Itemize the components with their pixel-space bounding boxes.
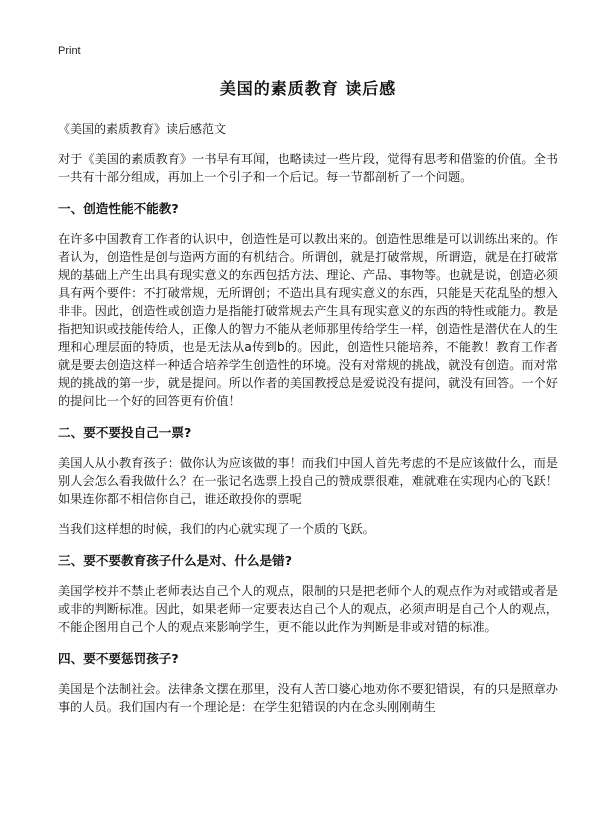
section bbox=[58, 552, 558, 636]
section-heading: 四、要不要惩罚孩子? bbox=[58, 651, 179, 666]
section-paragraph: 美国是个法制社会。法律条文摆在那里，没有人苦口婆心地劝你不要犯错误，有的只是照章办事的人员。我们国内有一个理论是：在学生犯错误的内在念头刚刚萌生 bbox=[58, 682, 558, 714]
document-subtitle: 《美国的素质教育》读后感范文 bbox=[58, 122, 227, 136]
sections-container bbox=[58, 200, 558, 716]
document-title: 美国的素质教育 读后感 bbox=[219, 79, 397, 98]
section-paragraph: 美国人从小教育孩子：做你认为应该做的事！而我们中国人首先考虑的不是应该做什么，而是别人会怎么看我做什么？在一张记名选票上投自己的赞成票很难，难就难在实现内心的飞跃！如果连你都不相信你自己，谁还敢投你的票呢 bbox=[58, 456, 558, 506]
section-heading: 一、创造性能不能教? bbox=[58, 201, 179, 216]
section-paragraph: 在许多中国教育工作者的认识中，创造性是可以教出来的。创造性思维是可以训练出来的。作者认为，创造性是创与造两方面的有机结合。所谓创，就是打破常规，所谓造，就是在打破常规的基础上产生出具有现实意义的东西包括方法、理论、产品、事物等。也就是说，创造必须具有两个要件：不打破常规，无所谓创；不造出具有现实意义的东西，只能是天花乱坠的想入非非。因此，创造性或创造力是指能打破常规去产生具有现实意义的东西的特性或能力。教是指把知识或技能传给人，正像人的智力不能从老师那里传给学生一样，创造性是潜伏在人的生理和心理层面的特质，也是无法从a传到b的。因此，创造性只能培养，不能教！教育工作者就是要去创造这样一种适合培养学生创造性的环境。没有对常规的挑战，就没有创造。而对常规的挑战的第一步，就是提问。所以作者的美国教授总是爱说没有提问，就没有回答。一个好的提问比一个好的回答更有价值！ bbox=[58, 232, 558, 408]
section bbox=[58, 424, 558, 538]
section bbox=[58, 650, 558, 716]
section-paragraph: 美国学校并不禁止老师表达自己个人的观点，限制的只是把老师个人的观点作为对或错或者是或非的判断标准。因此，如果老师一定要表达自己个人的观点，必须声明是自己个人的观点，不能企图用自己个人的观点来影响学生，更不能以此作为判断是非或对错的标准。 bbox=[58, 584, 558, 634]
section bbox=[58, 200, 558, 410]
print-label[interactable]: Print bbox=[58, 45, 81, 57]
section-heading: 三、要不要教育孩子什么是对、什么是错? bbox=[58, 553, 292, 568]
section-heading: 二、要不要投自己一票? bbox=[58, 425, 192, 440]
intro-paragraph: 对于《美国的素质教育》一书早有耳闻，也略读过一些片段，觉得有思考和借鉴的价值。全书一共有十部分组成，再加上一个引子和一个后记。每一节都剖析了一个问题。 bbox=[58, 152, 558, 184]
section-paragraph: 当我们这样想的时候，我们的内心就实现了一个质的飞跃。 bbox=[58, 522, 375, 536]
